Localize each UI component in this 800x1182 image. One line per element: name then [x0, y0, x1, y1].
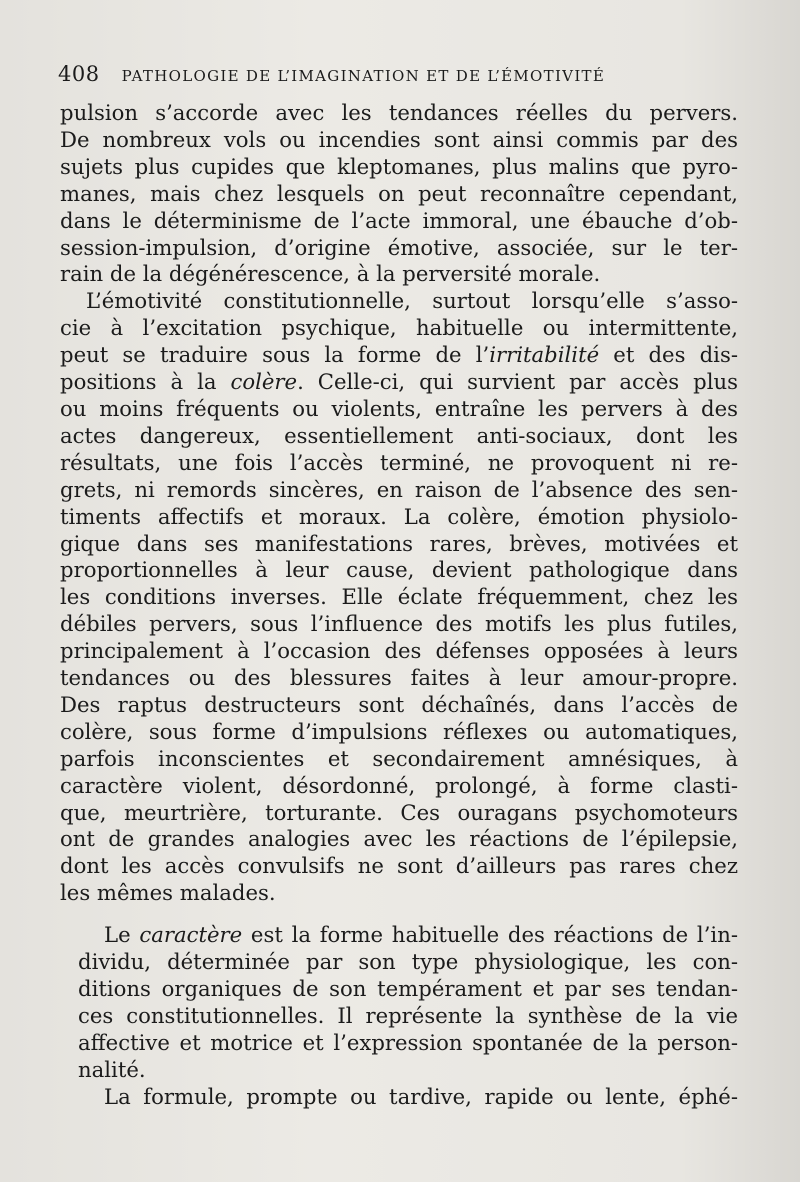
paragraph-4: [60, 1084, 738, 1111]
text-line: dans le déterminisme de l’acte immoral, une ébauche d’ob-: [60, 207, 738, 233]
text-line: nalité.: [78, 1056, 146, 1082]
text-line: proportionnelles à leur cause, devient pathologique dans: [60, 557, 738, 583]
italic-term: caractère: [139, 922, 243, 948]
text-line: grets, ni remords sincères, en raison de l’absence des sen-: [60, 476, 738, 502]
text-line: tendances ou des blessures faites à leur amour-propre.: [60, 665, 738, 691]
paragraph-2: [60, 288, 738, 907]
text-line: ces constitutionnelles. Il représente la synthèse de la vie: [78, 1002, 738, 1028]
text-line: dividu, déterminée par son type physiologique, les con-: [78, 949, 738, 975]
text-line: manes, mais chez lesquels on peut reconnaître cependant,: [60, 180, 738, 206]
body-text: [60, 100, 738, 1111]
text-span: est la forme habituelle des réactions de l’in-: [242, 922, 739, 948]
text-line: [60, 342, 738, 369]
text-span: et des dis-: [599, 342, 738, 368]
text-line: [60, 369, 738, 396]
text-line: actes dangereux, essentiellement anti-sociaux, dont les: [60, 422, 738, 448]
text-line: principalement à l’occasion des défenses opposées à leurs: [60, 638, 738, 664]
text-line: ou moins fréquents ou violents, entraîne les pervers à des: [60, 395, 738, 421]
text-line: que, meurtrière, torturante. Ces ouragans psychomoteurs: [60, 799, 738, 825]
text-span: . Celle-ci, qui survient par accès plus: [297, 369, 738, 395]
text-line: caractère violent, désordonné, prolongé, à forme clasti-: [60, 772, 738, 798]
text-line: sujets plus cupides que kleptomanes, plus malins que pyro-: [60, 153, 738, 179]
text-line: cie à l’excitation psychique, habituelle ou intermittente,: [60, 315, 738, 341]
page-header: [58, 62, 748, 92]
running-head: PATHOLOGIE DE L’IMAGINATION ET DE L’ÉMOTIVITÉ: [121, 67, 606, 85]
text-span: peut se traduire sous la forme de l’: [60, 342, 490, 368]
text-span: Le: [104, 922, 140, 948]
page-number: 408: [58, 62, 100, 86]
text-line: colère, sous forme d’impulsions réflexes ou automatiques,: [60, 718, 738, 744]
text-line: les mêmes malades.: [60, 880, 276, 906]
text-line: rain de la dégénérescence, à la perversité morale.: [60, 261, 601, 287]
text-line: session-impulsion, d’origine émotive, associée, sur le ter-: [60, 234, 738, 260]
paragraph-3: [60, 922, 738, 1083]
text-line: ont de grandes analogies avec les réactions de l’épilepsie,: [60, 826, 738, 852]
text-line: dont les accès convulsifs ne sont d’ailleurs pas rares chez: [60, 853, 738, 879]
italic-term: irritabilité: [489, 342, 600, 368]
text-line: timents affectifs et moraux. La colère, émotion physiolo-: [60, 503, 738, 529]
text-line: De nombreux vols ou incendies sont ainsi commis par des: [60, 126, 738, 152]
paragraph-1: [60, 100, 738, 288]
text-line: Des raptus destructeurs sont déchaînés, dans l’accès de: [60, 691, 738, 717]
italic-term: colère: [230, 369, 298, 395]
text-line: ditions organiques de son tempérament et par ses tendan-: [78, 976, 738, 1001]
text-line: affective et motrice et l’expression spontanée de la person-: [78, 1029, 738, 1055]
text-line: pulsion s’accorde avec les tendances réelles du pervers.: [60, 100, 738, 125]
text-line: résultats, une fois l’accès terminé, ne provoquent ni re-: [60, 449, 738, 475]
text-span: positions à la: [60, 369, 231, 395]
text-line: La formule, prompte ou tardive, rapide ou lente, éphé-: [104, 1083, 738, 1109]
text-line: L’émotivité constitutionnelle, surtout lorsqu’elle s’asso-: [86, 288, 738, 314]
text-line: parfois inconscientes et secondairement amnésiques, à: [60, 745, 738, 771]
text-line: les conditions inverses. Elle éclate fréquemment, chez les: [60, 584, 738, 610]
text-line: gique dans ses manifestations rares, brèves, motivées et: [60, 530, 738, 556]
text-line: [78, 922, 738, 949]
text-line: débiles pervers, sous l’influence des motifs les plus futiles,: [60, 611, 738, 637]
